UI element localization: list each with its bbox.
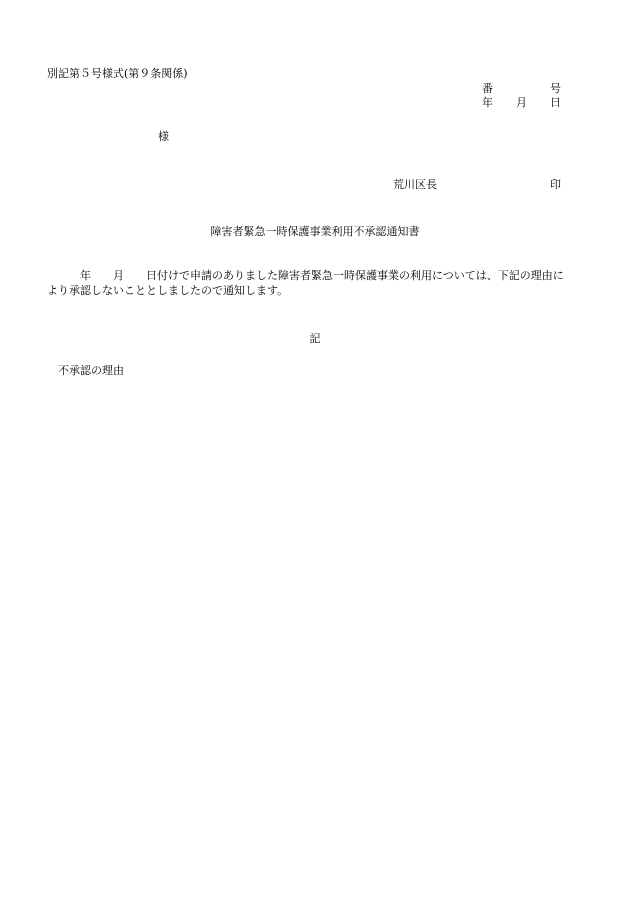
document-number-label: 番: [482, 82, 493, 95]
form-reference: 別記第５号様式(第９条関係): [47, 67, 188, 80]
body-year-label: 年: [80, 269, 91, 282]
date-year-label: 年: [482, 96, 493, 109]
reason-label: 不承認の理由: [58, 364, 124, 377]
date-day-label: 日: [550, 96, 561, 109]
record-marker: 記: [309, 332, 321, 345]
document-title: 障害者緊急一時保護事業利用不承認通知書: [210, 225, 420, 238]
body-month-label: 月: [113, 269, 124, 282]
issuer-name: 荒川区長: [393, 178, 437, 191]
seal-mark: 印: [550, 178, 561, 191]
recipient-honorific: 様: [158, 130, 169, 143]
body-text-rest: 日付けで申請のありました障害者緊急一時保護事業の利用については、下記の理由に: [146, 269, 564, 282]
date-month-label: 月: [516, 96, 527, 109]
document-number-suffix: 号: [550, 82, 561, 95]
body-text-line-1: [47, 270, 564, 281]
body-text-line-2: より承認しないこととしましたので通知します。: [47, 284, 289, 297]
